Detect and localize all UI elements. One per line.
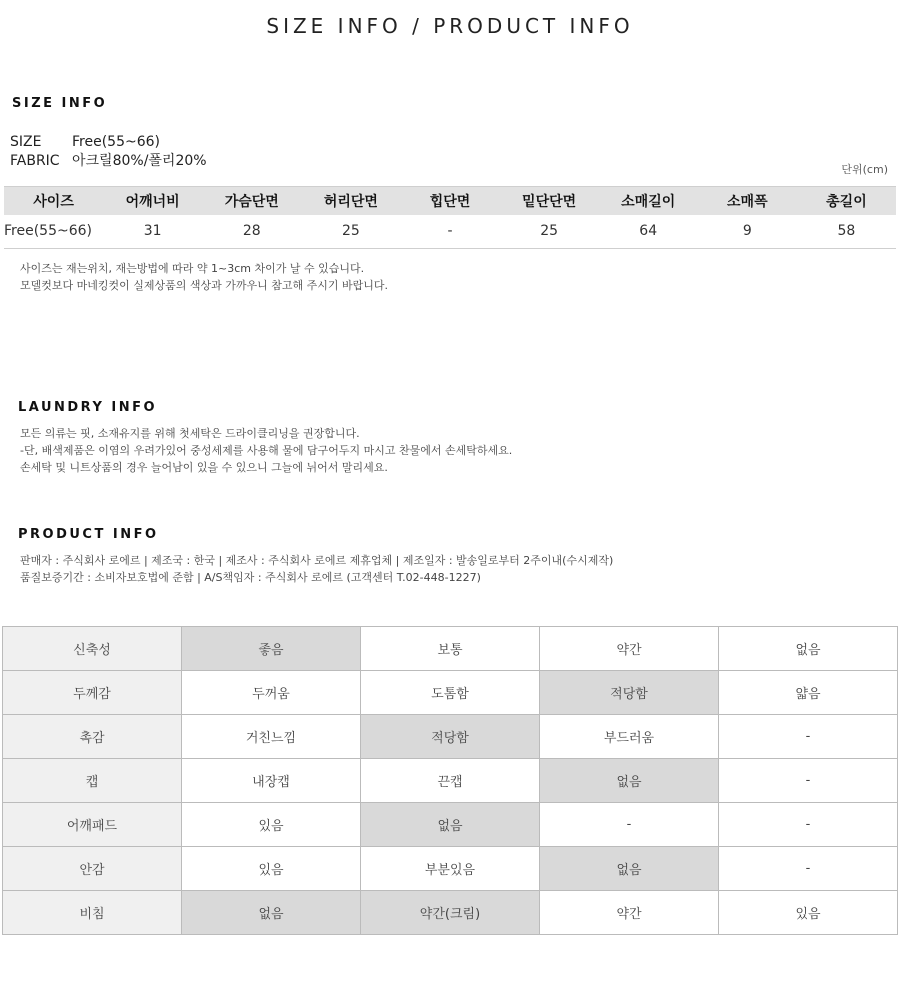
spec-option: 두꺼움: [182, 671, 361, 715]
size-table-cell: 25: [301, 215, 400, 249]
size-note-line: 사이즈는 재는위치, 재는방법에 따라 약 1~3cm 차이가 날 수 있습니다.: [20, 262, 365, 275]
size-table-cell: 9: [698, 215, 797, 249]
spec-option: 적당함: [540, 671, 719, 715]
spec-row-label: 안감: [3, 847, 182, 891]
spec-row-see-through: [3, 891, 898, 935]
spec-option: 보통: [361, 627, 540, 671]
size-table-header-cell: 가슴단면: [202, 187, 301, 215]
size-spec-row: [10, 134, 160, 150]
spec-option: -: [719, 847, 898, 891]
spec-option: 약간(크림): [361, 891, 540, 935]
spec-row-lining: [3, 847, 898, 891]
spec-option: 없음: [540, 847, 719, 891]
laundry-info-heading: LAUNDRY INFO: [18, 400, 158, 415]
spec-row-label: 촉감: [3, 715, 182, 759]
size-note-line: 모델컷보다 마네킹컷이 실제상품의 색상과 가까우니 참고해 주시기 바랍니다.: [20, 279, 389, 292]
unit-note: 단위(cm): [841, 163, 888, 176]
product-notes: [20, 552, 613, 586]
spec-option: 부드러움: [540, 715, 719, 759]
size-label: SIZE: [10, 134, 42, 150]
laundry-line: 모든 의류는 핏, 소재유지를 위해 첫세탁은 드라이클리닝을 권장합니다.: [20, 427, 360, 440]
table-row: [4, 215, 896, 249]
size-table-cell: 28: [202, 215, 301, 249]
spec-option: 거친느낌: [182, 715, 361, 759]
size-table-header-cell: 어깨너비: [103, 187, 202, 215]
spec-grid: [2, 626, 898, 935]
size-table-header-cell: 사이즈: [4, 187, 103, 215]
spec-option: 부분있음: [361, 847, 540, 891]
laundry-line: -단, 배색제품은 이염의 우려가있어 중성세제를 사용해 물에 담구어두지 마시고 찬물에서 손세탁하세요.: [20, 444, 513, 457]
spec-option: 도톰함: [361, 671, 540, 715]
product-line: 품질보증기간 : 소비자보호법에 준함 | A/S책임자 : 주식회사 로에르 (고객센터 T.02-448-1227): [20, 571, 481, 584]
fabric-label: FABRIC: [10, 153, 60, 169]
size-table-header-cell: 소매폭: [698, 187, 797, 215]
laundry-line: 손세탁 및 니트상품의 경우 늘어남이 있을 수 있으니 그늘에 뉘어서 말리세요.: [20, 461, 388, 474]
spec-option: 약간: [540, 891, 719, 935]
spec-row-stretch: [3, 627, 898, 671]
spec-row-label: 비침: [3, 891, 182, 935]
size-table-header-cell: 소매길이: [599, 187, 698, 215]
spec-option: 적당함: [361, 715, 540, 759]
spec-option: 내장캡: [182, 759, 361, 803]
size-table-cell: -: [400, 215, 499, 249]
spec-row-label: 신축성: [3, 627, 182, 671]
spec-option: 없음: [540, 759, 719, 803]
spec-row-label: 어깨패드: [3, 803, 182, 847]
spec-row-label: 두께감: [3, 671, 182, 715]
spec-row-texture: [3, 715, 898, 759]
spec-option: 있음: [182, 803, 361, 847]
size-table-header-cell: 허리단면: [301, 187, 400, 215]
size-table-header-cell: 총길이: [797, 187, 896, 215]
spec-option: -: [719, 803, 898, 847]
spec-row-cup: [3, 759, 898, 803]
product-line: 판매자 : 주식회사 로에르 | 제조국 : 한국 | 제조사 : 주식회사 로에르 제휴업체 | 제조일자 : 발송일로부터 2주이내(수시제작): [20, 554, 614, 567]
fabric-spec-row: [10, 150, 207, 170]
laundry-notes: [20, 425, 512, 476]
size-table-header-cell: 밑단단면: [500, 187, 599, 215]
spec-option: 좋음: [182, 627, 361, 671]
size-table-header-row: [4, 187, 896, 215]
spec-option: 있음: [182, 847, 361, 891]
spec-row-label: 캡: [3, 759, 182, 803]
spec-option: 약간: [540, 627, 719, 671]
size-info-heading: SIZE INFO: [12, 96, 108, 111]
spec-option: 있음: [719, 891, 898, 935]
size-notes: [20, 260, 388, 294]
spec-option: -: [719, 759, 898, 803]
spec-row-shoulder-pad: [3, 803, 898, 847]
product-info-heading: PRODUCT INFO: [18, 527, 159, 542]
size-value: Free(55~66): [72, 134, 160, 150]
spec-option: -: [540, 803, 719, 847]
size-table-cell: 31: [103, 215, 202, 249]
size-table-cell: 64: [599, 215, 698, 249]
spec-option: 끈캡: [361, 759, 540, 803]
fabric-value: 아크릴80%/폴리20%: [72, 153, 207, 169]
spec-option: 없음: [361, 803, 540, 847]
spec-option: 없음: [719, 627, 898, 671]
size-table-cell: 58: [797, 215, 896, 249]
page-title: SIZE INFO / PRODUCT INFO: [266, 14, 634, 38]
size-table-cell: Free(55~66): [4, 215, 103, 249]
spec-row-thickness: [3, 671, 898, 715]
spec-option: 얇음: [719, 671, 898, 715]
spec-option: 없음: [182, 891, 361, 935]
size-table: [4, 186, 896, 249]
size-table-header-cell: 힙단면: [400, 187, 499, 215]
size-table-cell: 25: [500, 215, 599, 249]
spec-option: -: [719, 715, 898, 759]
